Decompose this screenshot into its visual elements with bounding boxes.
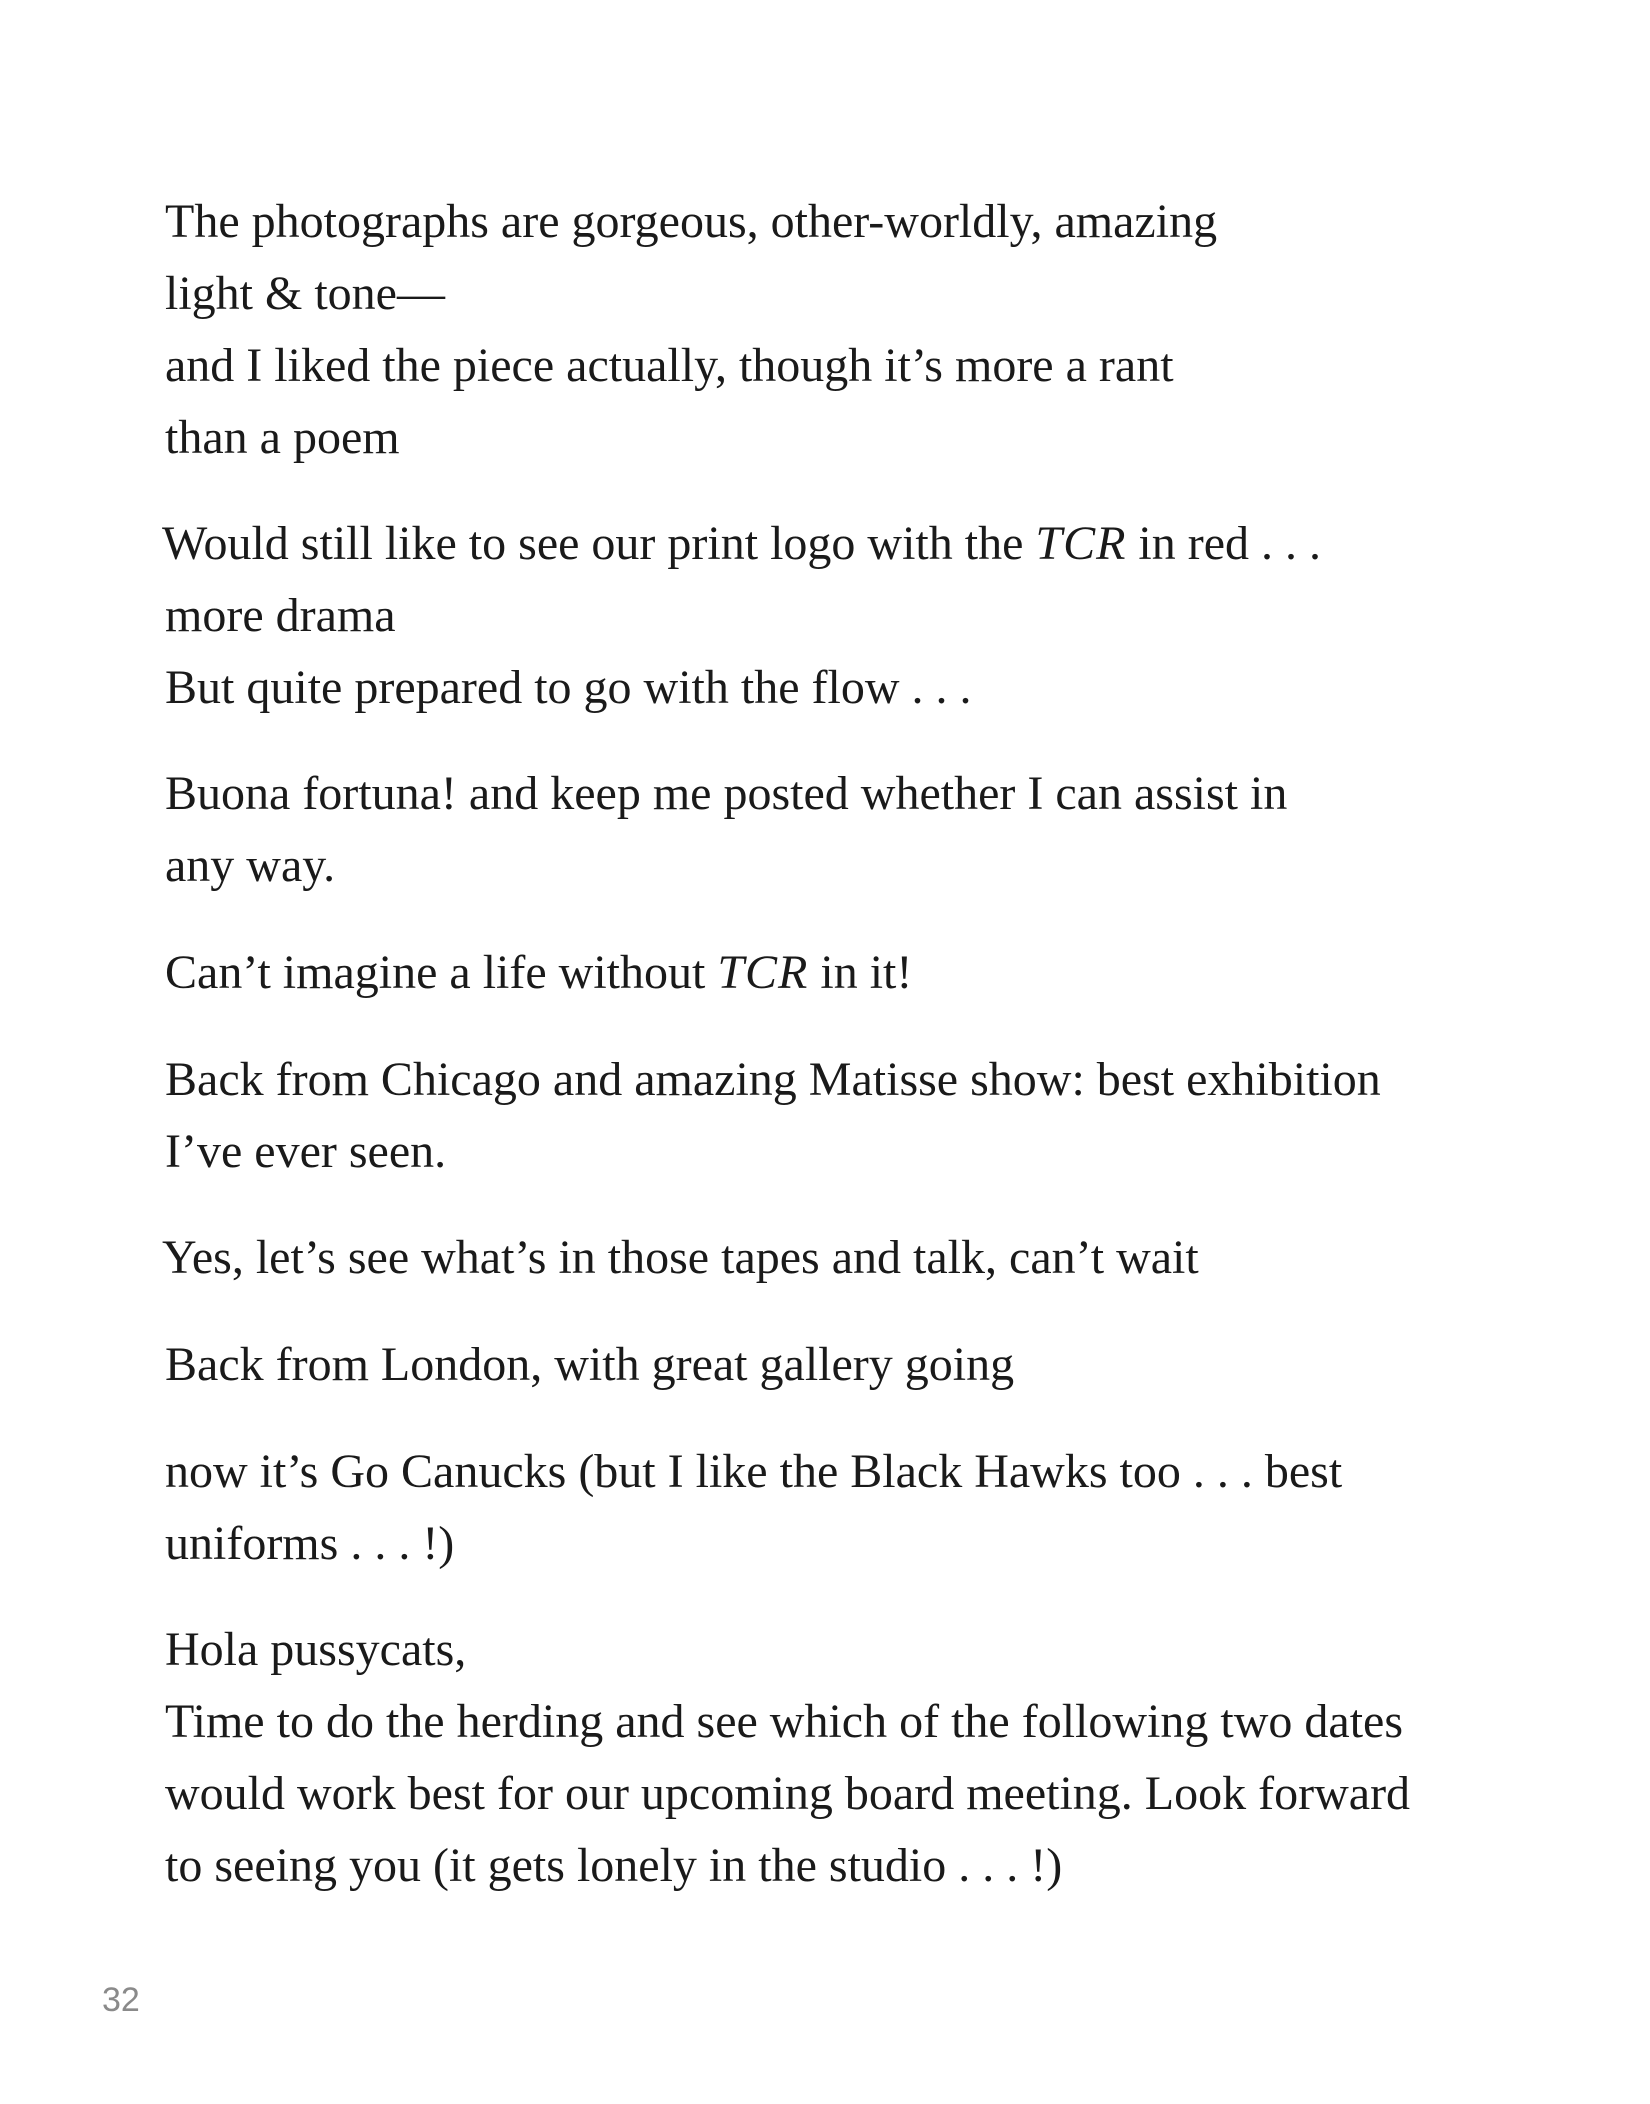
journal-title-italic: TCR [717, 946, 809, 999]
text-line: Back from Chicago and amazing Matisse show: best exhibition [165, 1053, 1381, 1106]
text-line: now it’s Go Canucks (but I like the Black Hawks too . . . best [165, 1445, 1343, 1498]
text-line: any way. [165, 839, 336, 892]
text-line: light & tone— [165, 267, 445, 320]
text-line: would work best for our upcoming board meeting. Look forward [165, 1767, 1411, 1820]
text-line: and I liked the piece actually, though it’s more a rant [165, 339, 1174, 392]
text-line: Time to do the herding and see which of the following two dates [165, 1695, 1404, 1748]
text-line: The photographs are gorgeous, other-worldly, amazing [165, 195, 1218, 248]
text-line: more drama [165, 589, 396, 642]
text-line: I’ve ever seen. [165, 1125, 447, 1178]
text-line [162, 514, 1321, 574]
text-segment: in red . . . [1126, 517, 1322, 570]
text-line: than a poem [165, 411, 400, 464]
text-segment: Would still like to see our print logo with the [162, 517, 1036, 570]
text-line: Yes, let’s see what’s in those tapes and talk, can’t wait [162, 1231, 1199, 1284]
text-line: But quite prepared to go with the flow . . . [165, 661, 972, 714]
journal-title-italic: TCR [1035, 517, 1127, 570]
page-number: 32 [102, 1981, 140, 2019]
text-segment: in it! [808, 946, 913, 999]
text-line: Back from London, with great gallery going [165, 1338, 1015, 1391]
text-line: Hola pussycats, [165, 1623, 467, 1676]
text-line: Buona fortuna! and keep me posted whether I can assist in [165, 767, 1288, 820]
text-line [165, 943, 912, 1003]
text-line: to seeing you (it gets lonely in the studio . . . !) [165, 1839, 1063, 1892]
text-segment: Can’t imagine a life without [165, 946, 718, 999]
text-line: uniforms . . . !) [165, 1517, 455, 1570]
